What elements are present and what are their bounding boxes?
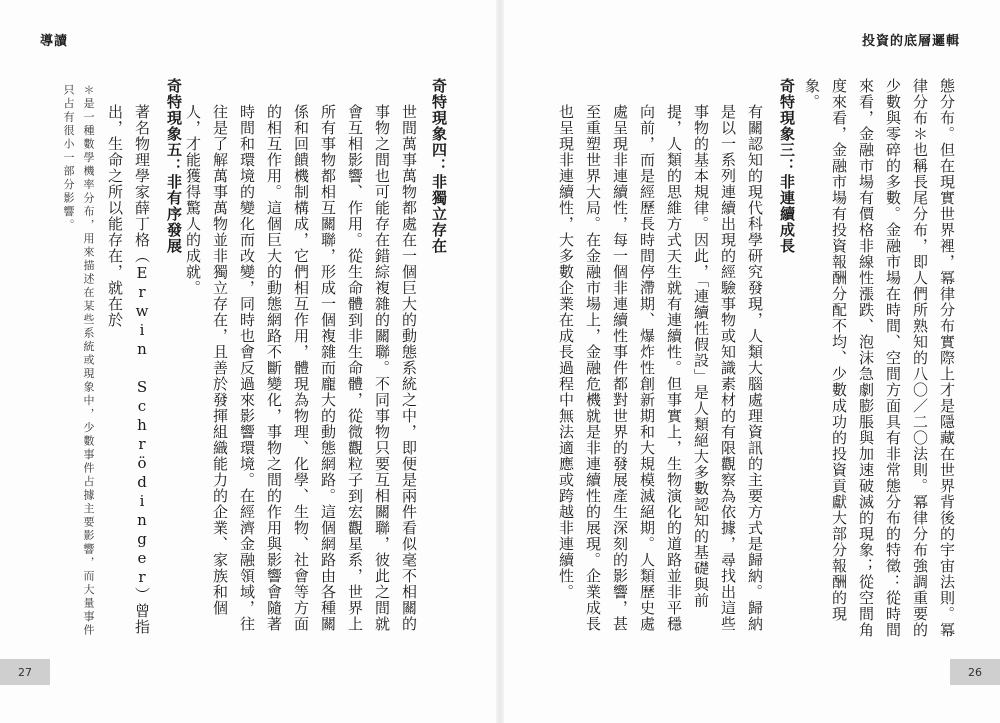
paragraph-section-4: 世間萬事萬物都處在一個巨大的動態系統之中，即便是兩件看似毫不相關的事物之間也可能存在錯綜複雜的關聯。不同事物只要互相關聯，彼此之間就會互相影響、作用。從生命體到非生命體，從微觀粒子到宏觀星系，世界上所有事物都相互關聯，形成一個複雜而龐大的動態網路。這個網路由各種關係和回饋機制構成，它們相互作用，體現為物理、化學、生物、社會等方面的相互作用。這個巨大的動態網路不斷變化，事物之間的作用與影響會隨著時間和環境的變化而改變，同時也會反過來影響環境。在經濟金融領域，往往是了解萬事萬物並非獨立存在，且善於發揮組織能力的企業、家族和個人，才能獲得驚人的成就。 xyxy=(184,104,418,632)
page-number-right: 26 xyxy=(950,659,1000,685)
footnote: ＊是一種數學機率分布，用來描述在某些系統或現象中，少數事件占據主要影響，而大量事件只占有很小一部分影響。 xyxy=(62,84,95,638)
section-heading-3: 奇特現象三：非連續成長 xyxy=(778,78,796,254)
page-number-left: 27 xyxy=(0,659,50,685)
paragraph-section-3: 有關認知的現代科學研究發現，人類大腦處理資訊的主要方式是歸納。歸納是以一系列連續出現的經驗事物或知識素材的有限觀察為依據，尋找出這些事物的基本規律。因此，「連續性假設」是人類絕大多數認知的基礎與前提，人類的思維方式天生就有連續性。但事實上，生物演化的道路並非平穩向前，而是經歷長時間停滯期、爆炸性創新期和大規模滅絕期。人類歷史處處呈現非連續性，每一個非連續性事件都對世界的發展產生深刻的影響，甚至重塑世界大局。在金融市場上，金融危機就是非連續性的展現。企業成長也呈現非連續性，大多數企業在成長過程中無法適應或跨越非連續性。 xyxy=(557,104,764,632)
running-header-right: 投資的底層邏輯 xyxy=(861,34,960,49)
book-gutter xyxy=(496,0,504,723)
section-heading-5: 奇特現象五：非有序發展 xyxy=(165,78,183,254)
paragraph-section-5: 著名物理學家薛丁格（Erwin Schrödinger）曾指出，生命之所以能存在，就在於 xyxy=(106,104,151,635)
paragraph-power-law: 態分布。但在現實世界裡，冪律分布實際上才是隱藏在世界背後的宇宙法則。冪律分布＊也稱長尾分布，即人們所熟知的八〇／二〇法則。冪律分布強調重要的少數與零碎的多數。金融市場在時間、空間方面具有非常態分布的特徵：從時間來看，金融市場有價格非線性漲跌、泡沫急劇膨脹與加速破滅的現象；從空間角度來看，金融市場有投資報酬分配不均、少數成功的投資貢獻大部分報酬的現象。 xyxy=(803,78,956,638)
running-header-left: 導讀 xyxy=(40,34,69,49)
section-heading-4: 奇特現象四：非獨立存在 xyxy=(430,78,448,254)
